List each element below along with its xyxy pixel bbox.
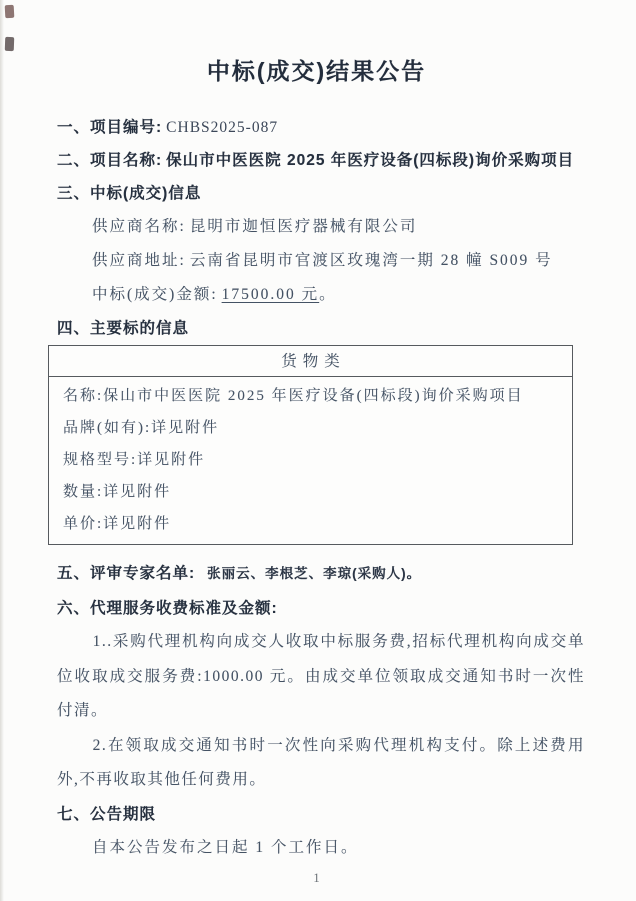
table-row-name: 名称:保山市中医医院 2025 年医疗设备(四标段)询价采购项目 xyxy=(63,388,524,404)
announcement-period-value: 自本公告发布之日起 1 个工作日。 xyxy=(92,838,359,856)
award-amount-label: 中标(成交)金额: xyxy=(92,286,218,303)
project-name-value: 保山市中医医院 2025 年医疗设备(四标段)询价采购项目 xyxy=(166,152,575,169)
section-agency-fee-heading: 六、代理服务收费标准及金额: xyxy=(57,600,278,617)
page-number: 1 xyxy=(313,870,320,885)
supplier-name-value: 昆明市迦恒医疗器械有限公司 xyxy=(189,218,418,235)
supplier-address-value: 云南省昆明市官渡区玫瑰湾一期 28 幢 S009 号 xyxy=(189,252,553,269)
section-project-number xyxy=(48,111,585,144)
section-announcement-period-heading: 七、公告期限 xyxy=(57,805,157,823)
award-amount-suffix: 。 xyxy=(319,286,337,303)
announcement-period-row xyxy=(48,831,585,865)
table-row-quantity: 数量:详见附件 xyxy=(63,484,172,500)
section-award-info-heading: 三、中标(成交)信息 xyxy=(57,185,202,202)
project-number-value: CHBS2025-087 xyxy=(166,119,279,136)
scan-artifact-mark xyxy=(5,37,14,51)
supplier-name-row xyxy=(48,210,585,244)
table-row-spec: 规格型号:详见附件 xyxy=(63,452,206,468)
supplier-address-label: 供应商地址: xyxy=(92,252,186,269)
award-amount-value: 17500.00 元 xyxy=(221,286,320,303)
project-number-label: 一、项目编号: xyxy=(57,119,163,136)
award-amount-row xyxy=(48,278,585,312)
goods-table-header: 货物类 xyxy=(49,346,572,377)
page-title: 中标(成交)结果公告 xyxy=(206,58,427,84)
goods-table-body xyxy=(49,377,572,544)
supplier-address-row xyxy=(48,244,585,278)
supplier-name-label: 供应商名称: xyxy=(92,218,186,235)
experts-names: 张丽云、李根芝、李琼(采购人)。 xyxy=(207,566,422,581)
table-row-unit-price: 单价:详见附件 xyxy=(63,516,172,532)
agency-fee-paragraph-1: 1..采购代理机构向成交人收取中标服务费,招标代理机构向成交单位收取成交服务费:1000.00 元。由成交单位领取成交通知书时一次性付清。 xyxy=(57,633,585,719)
table-row-brand: 品牌(如有):详见附件 xyxy=(63,420,220,436)
section-experts xyxy=(48,557,585,590)
experts-label: 五、评审专家名单: xyxy=(57,565,196,582)
section-project-name xyxy=(48,144,585,177)
agency-fee-paragraph-2: 2.在领取成交通知书时一次性向采购代理机构支付。除上述费用外,不再收取其他任何费用。 xyxy=(57,736,585,788)
document-content xyxy=(0,55,636,886)
goods-table xyxy=(48,345,573,545)
project-name-label: 二、项目名称: xyxy=(57,152,163,169)
section-subject-info-heading: 四、主要标的信息 xyxy=(57,320,190,337)
scan-artifact-mark xyxy=(5,5,15,18)
